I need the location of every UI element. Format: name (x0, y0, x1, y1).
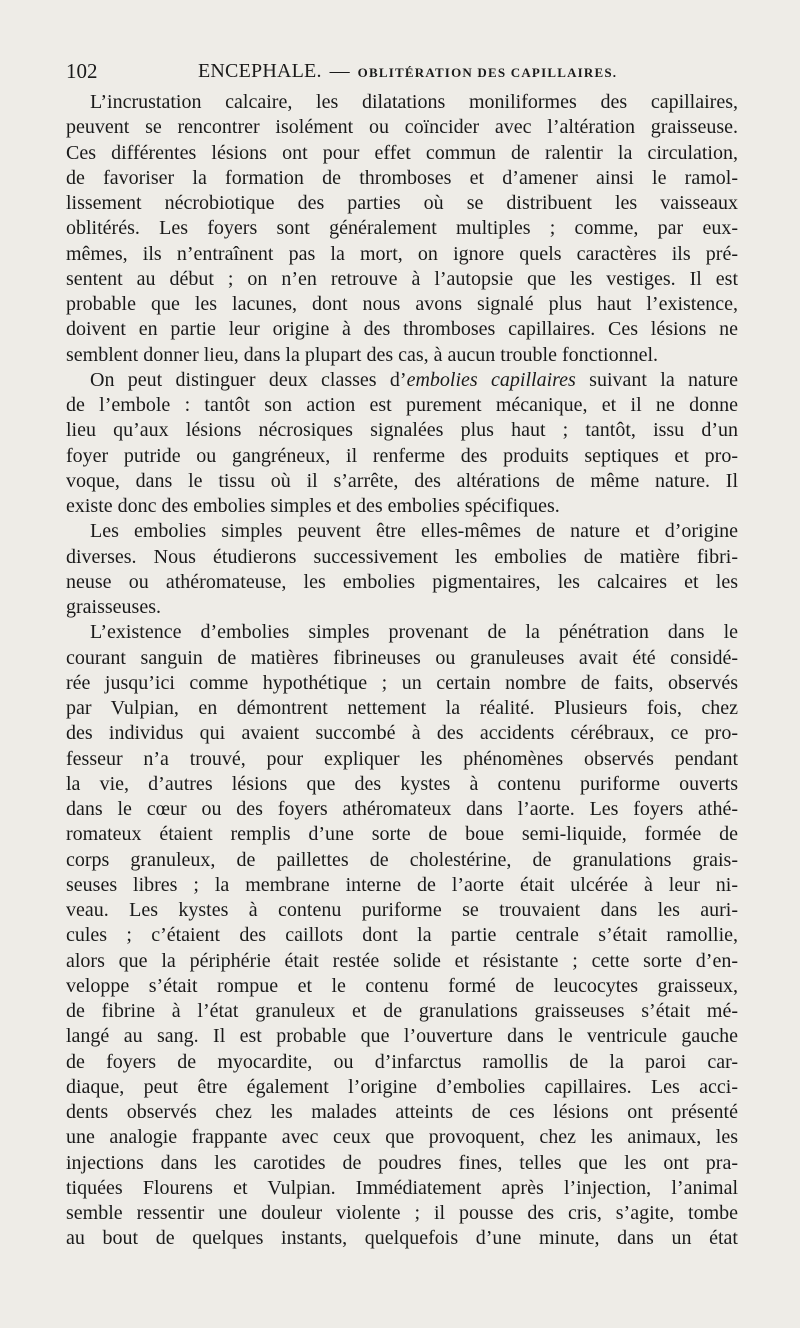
text-line: veau. Les kystes à contenu puriforme se trouvaient dans les auri- (66, 899, 738, 921)
running-title-dash: — (329, 60, 350, 82)
text-line: Ces différentes lésions ont pour effet commun de ralentir la circulation, (66, 141, 738, 164)
text-line: probable que les lacunes, dont nous avons signalé plus haut l’existence, (66, 293, 738, 315)
text-line: fesseur n’a trouvé, pour expliquer les phénomènes observés pendant (66, 747, 738, 770)
text-line: doivent en partie leur origine à des thromboses capillaires. Ces lésions ne (66, 318, 738, 341)
text-line: injections dans les carotides de poudres fines, telles que les ont pra- (66, 1151, 738, 1174)
text-line: Les embolies simples peuvent être elles-mêmes de nature et d’origine (90, 520, 738, 543)
text-line: semble ressentir une douleur violente ; il pousse des cris, s’agite, tombe (66, 1202, 738, 1224)
text-line: de foyers de myocardite, ou d’infarctus ramollis de la paroi car- (66, 1050, 738, 1073)
text-line: rée jusqu’ici comme hypothétique ; un certain nombre de faits, observés (66, 671, 738, 694)
text-line: existe donc des embolies simples et des embolies spécifiques. (66, 495, 560, 517)
text-line: dans le cœur ou des foyers athéromateux dans l’aorte. Les foyers athé- (66, 798, 738, 820)
running-title-major: ENCEPHALE. (198, 60, 322, 82)
text-line: de favoriser la formation de thromboses et d’amener ainsi le ramol- (66, 166, 738, 189)
text-line-segment: On peut distinguer deux classes d’ (90, 368, 407, 391)
text-line: langé au sang. Il est probable que l’ouverture dans le ventricule gauche (66, 1025, 738, 1048)
body-text (66, 90, 738, 1252)
text-line: de fibrine à l’état granuleux et de granulations graisseuses s’était mé- (66, 1000, 738, 1022)
text-line: semblent donner lieu, dans la plupart des cas, à aucun trouble fonctionnel. (66, 343, 659, 366)
running-title-minor: OBLITÉRATION DES CAPILLAIRES. (357, 65, 618, 80)
text-line: lissement nécrobiotique des parties où se distribuent les vaisseaux (66, 192, 738, 214)
text-line-segment: suivant la nature (575, 368, 738, 391)
text-line: courant sanguin de matières fibrineuses ou granuleuses avait été considé- (66, 646, 738, 669)
running-header (66, 58, 738, 84)
text-line (66, 368, 738, 393)
text-line: neuse ou athéromateuse, les embolies pigmentaires, les calcaires et les (66, 570, 738, 593)
text-line: de l’embole : tantôt son action est purement mécanique, et il ne donne (66, 394, 738, 416)
text-line: L’existence d’embolies simples provenant de la pénétration dans le (90, 621, 738, 644)
text-line: seuses libres ; la membrane interne de l’aorte était ulcérée à leur ni- (66, 873, 738, 896)
text-line: la vie, d’autres lésions que des kystes à contenu puriforme ouverts (66, 772, 738, 795)
text-line: oblitérés. Les foyers sont généralement multiples ; comme, par eux- (66, 217, 738, 240)
italic-term: embolies capillaires (406, 368, 576, 391)
text-line: cules ; c’étaient des caillots dont la partie centrale s’était ramollie, (66, 924, 738, 947)
running-title (198, 58, 617, 86)
text-line: peuvent se rencontrer isolément ou coïncider avec l’altération graisseuse. (66, 116, 738, 139)
text-line: graisseuses. (66, 596, 161, 618)
text-line: romateux étaient remplis d’une sorte de boue semi-liquide, formée de (66, 823, 738, 846)
text-line: par Vulpian, en démontrent nettement la réalité. Plusieurs fois, chez (66, 697, 738, 719)
text-line: corps granuleux, de paillettes de cholestérine, de granulations grais- (66, 848, 738, 871)
text-line: une analogie frappante avec ceux que provoquent, chez les animaux, les (66, 1126, 738, 1149)
text-line: dents observés chez les malades atteints de ces lésions ont présenté (66, 1101, 738, 1123)
page-number: 102 (66, 59, 98, 83)
text-line: alors que la périphérie était restée solide et résistante ; cette sorte d’en- (66, 949, 738, 972)
text-line: diaque, peut être également l’origine d’embolies capillaires. Les acci- (66, 1075, 738, 1098)
text-line: mêmes, ils n’entraînent pas la mort, on ignore quels caractères ils pré- (66, 242, 738, 265)
text-line: tiquées Flourens et Vulpian. Immédiatement après l’injection, l’animal (66, 1176, 738, 1199)
text-line: veloppe s’était rompue et le contenu formé de leucocytes graisseux, (66, 974, 738, 997)
text-line: L’incrustation calcaire, les dilatations moniliformes des capillaires, (90, 91, 738, 113)
text-line: sentent au début ; on n’en retrouve à l’autopsie que les vestiges. Il est (66, 267, 738, 290)
text-line: au bout de quelques instants, quelquefois d’une minute, dans un état (66, 1227, 738, 1250)
text-line: des individus qui avaient succombé à des accidents cérébraux, ce pro- (66, 722, 738, 745)
text-line: diverses. Nous étudierons successivement les embolies de matière fibri- (66, 545, 738, 568)
text-line: lieu qu’aux lésions nécrosiques signalées plus haut ; tantôt, issu d’un (66, 419, 738, 442)
text-line: voque, dans le tissu où il s’arrête, des altérations de même nature. Il (66, 469, 738, 492)
text-line: foyer putride ou gangréneux, il renferme des produits septiques et pro- (66, 444, 738, 467)
